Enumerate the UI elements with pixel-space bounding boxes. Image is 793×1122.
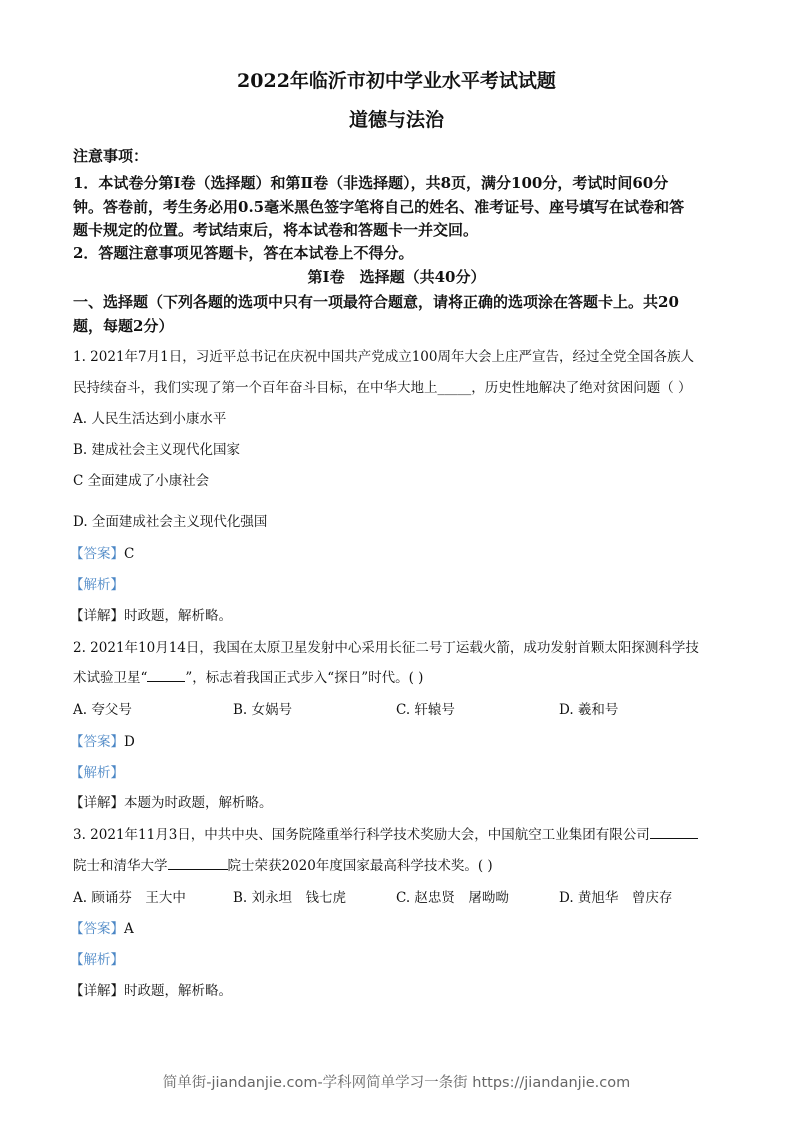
page-subtitle: 道德与法治 <box>348 109 444 131</box>
question-1-option-a: A. 人民生活达到小康水平 <box>73 411 227 427</box>
notes-line: 1．本试卷分第Ⅰ卷（选择题）和第Ⅱ卷（非选择题），共8页，满分100分，考试时间60分 <box>73 174 669 192</box>
question-3-detail: 【详解】时政题，解析略。 <box>70 983 232 999</box>
option-b: B. 女娲号 <box>233 702 293 718</box>
question-2-text: 2. 2021年10月14日，我国在太原卫星发射中心采用长征二号丁运载火箭，成功发射首颗太阳探测科学技 <box>73 640 699 656</box>
question-2-text: 术试验卫星“ ”，标志着我国正式步入“探日”时代。( ) <box>73 670 424 686</box>
page-footer: 简单街-jiandanjie.com-学科网简单学习一条街 https://jiandanjie.com <box>162 1075 631 1091</box>
question-3-answer: 【答案】A <box>70 921 134 937</box>
part-instructions: 一、选择题（下列各题的选项中只有一项最符合题意，请将正确的选项涂在答题卡上。共20 <box>73 293 679 311</box>
part-instructions: 题，每题2分） <box>73 317 174 335</box>
question-2-answer: 【答案】D <box>70 734 135 750</box>
question-3-analysis-label: 【解析】 <box>70 952 124 968</box>
question-1-text: 1. 2021年7月1日，习近平总书记在庆祝中国共产党成立100周年大会上庄严宣告，经过全党全国各族人 <box>73 349 694 365</box>
answer-blank <box>650 826 698 839</box>
question-1-answer: 【答案】C <box>70 546 135 562</box>
question-1-text: 民持续奋斗，我们实现了第一个百年奋斗目标，在中华大地上_____，历史性地解决了绝对贫困问题（ ） <box>73 380 692 396</box>
option-d: D. 黄旭华 曾庆存 <box>559 890 673 906</box>
question-1-option-d: D. 全面建成社会主义现代化强国 <box>73 514 268 530</box>
question-1-option-c: C 全面建成了小康社会 <box>73 473 210 489</box>
question-3-text: 3. 2021年11月3日，中共中央、国务院隆重举行科学技术奖励大会，中国航空工业集团有限公司 <box>73 826 698 844</box>
page-title: 2022年临沂市初中学业水平考试试题 <box>237 70 556 92</box>
question-1-detail: 【详解】时政题，解析略。 <box>70 608 232 624</box>
question-2-analysis-label: 【解析】 <box>70 765 124 781</box>
notes-line: 题卡规定的位置。考试结束后，将本试卷和答题卡一并交回。 <box>73 221 479 239</box>
notes-line: 2．答题注意事项见答题卡，答在本试卷上不得分。 <box>73 244 414 262</box>
answer-blank <box>168 857 228 870</box>
option-c: C. 赵忠贤 屠呦呦 <box>396 890 509 906</box>
notes-line: 钟。答卷前，考生务必用0.5毫米黑色签字笔将自己的姓名、准考证号、座号填写在试卷和答 <box>73 198 685 216</box>
option-c: C. 轩辕号 <box>396 702 455 718</box>
option-d: D. 羲和号 <box>559 702 619 718</box>
option-a: A. 夸父号 <box>73 702 132 718</box>
notes-heading: 注意事项： <box>73 147 149 165</box>
question-3-text: 院士和清华大学 院士荣获2020年度国家最高科学技术奖。( ) <box>73 858 493 874</box>
question-2-detail: 【详解】本题为时政题，解析略。 <box>70 795 273 811</box>
question-1-option-b: B. 建成社会主义现代化国家 <box>73 442 241 458</box>
option-b: B. 刘永坦 钱七虎 <box>233 890 347 906</box>
question-1-analysis-label: 【解析】 <box>70 577 124 593</box>
section-heading: 第Ⅰ卷 选择题（共40分） <box>307 268 486 286</box>
answer-blank <box>147 669 185 682</box>
option-a: A. 顾诵芬 王大中 <box>73 890 186 906</box>
